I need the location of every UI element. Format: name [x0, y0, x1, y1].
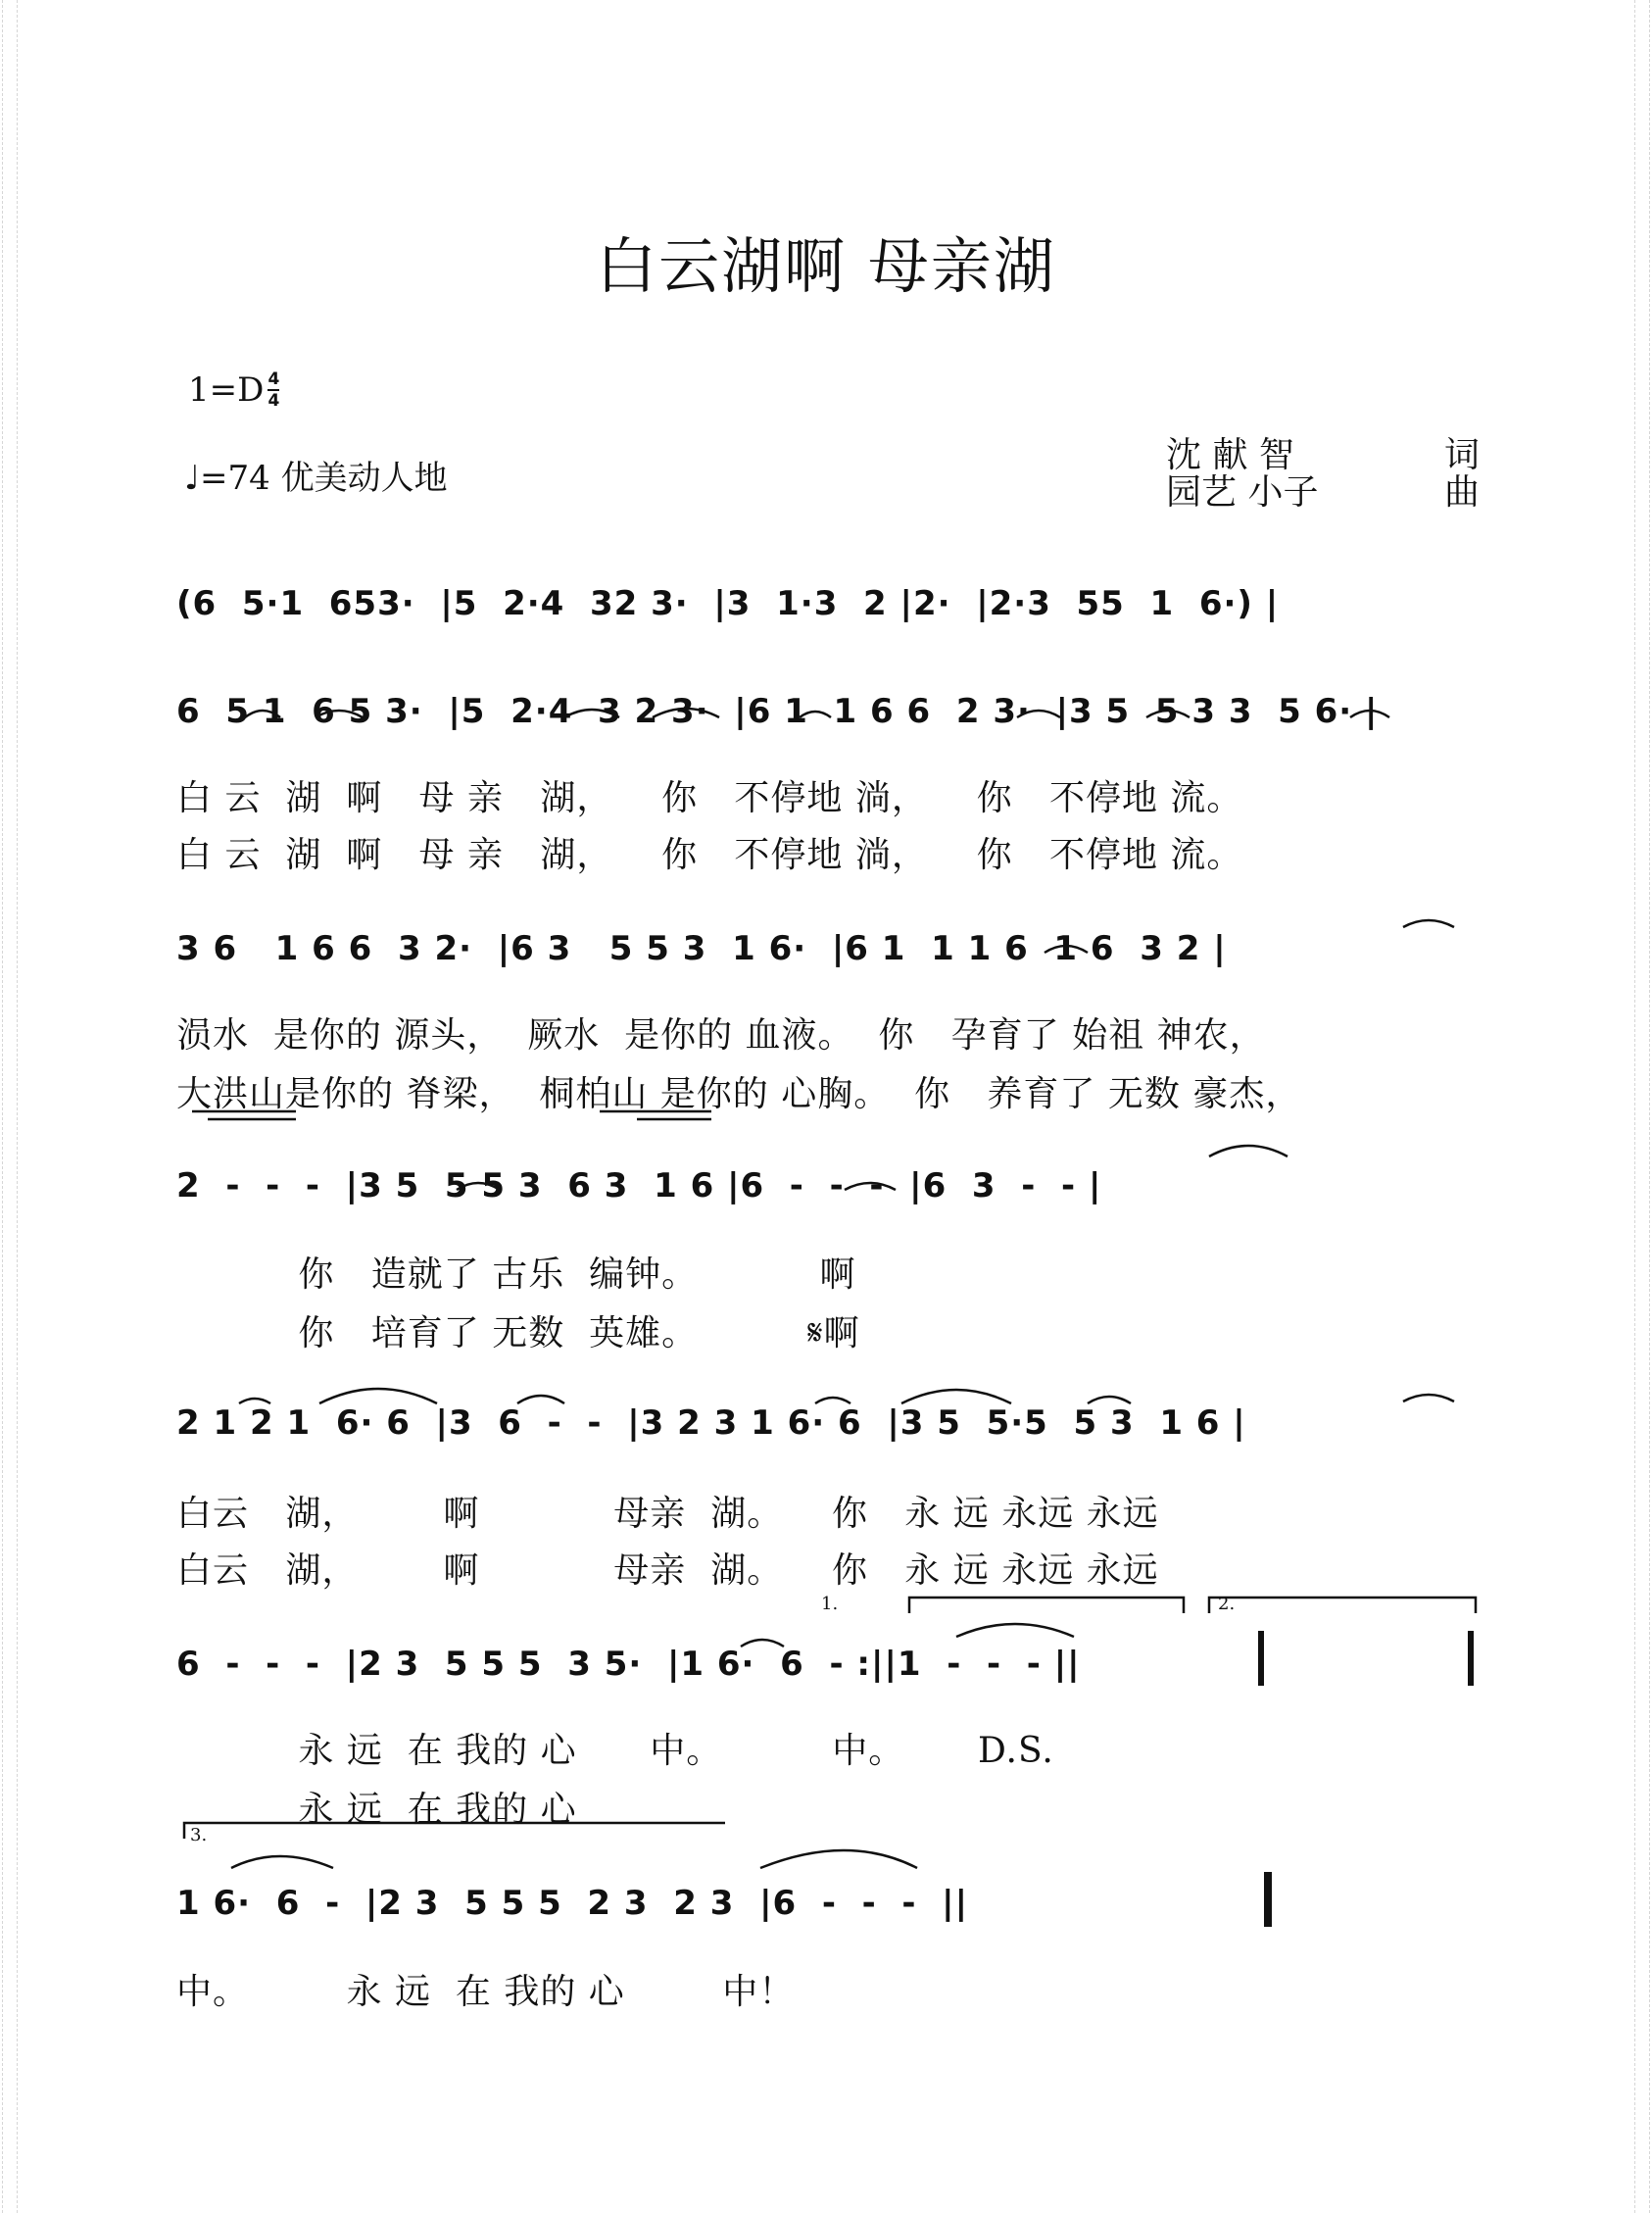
- lyric-line-5b: 白云 湖， 啊 母亲 湖。 你 永 远 永远 永远: [176, 1550, 1159, 1591]
- composer-name: 园艺 小子: [1166, 472, 1319, 513]
- lyricist-role: 词: [1443, 435, 1480, 475]
- lyric-line-7: 中。 永 远 在 我的 心 中！: [176, 1972, 796, 2012]
- time-bottom: 4: [267, 391, 280, 411]
- volta-1-bracket: [909, 1598, 1184, 1613]
- lyric-line-2b: 白 云 湖 啊 母 亲 湖， 你 不停地 淌， 你 不停地 流。: [176, 835, 1243, 875]
- lyric-line-5a: 白云 湖， 啊 母亲 湖。 你 永 远 永远 永远: [176, 1494, 1159, 1534]
- volta-3-label: 3.: [190, 1825, 208, 1845]
- lyric-line-3b: 大洪山是你的 脊梁， 桐柏山 是你的 心胸。 你 养育了 无数 豪杰，: [176, 1074, 1302, 1114]
- volta-1-label: 1.: [821, 1594, 839, 1614]
- notation-line-4: 2 - - - |3 5 5 5 3 6 3 1 6 |6 - - - |6 3 - - |: [176, 1166, 1102, 1205]
- page-margin-left: [2, 0, 18, 2213]
- tempo-marking: ♩=74 优美动人地: [184, 459, 448, 498]
- page-margin-right: [1634, 0, 1650, 2213]
- volta-2-label: 2.: [1218, 1594, 1236, 1614]
- lyric-line-6b: 永 远 在 我的 心: [176, 1790, 577, 1830]
- lyric-line-6a: 永 远 在 我的 心 中。 中。 D.S.: [176, 1731, 1054, 1771]
- time-top: 4: [267, 369, 280, 389]
- volta-2-bracket: [1209, 1598, 1476, 1613]
- notation-line-1: (6 5·1 653· |5 2·4 32 3· |3 1·3 2 |2· |2·3 55 1 6·) |: [176, 584, 1280, 623]
- notation-line-6: 6 - - - |2 3 5 5 5 3 5· |1 6· 6 - :||1 - - - ||: [176, 1645, 1081, 1684]
- lyricist-name: 沈 献 智: [1166, 435, 1294, 475]
- key-label: 1=D: [188, 370, 265, 410]
- composer-role: 曲: [1443, 472, 1480, 513]
- key-signature: [188, 370, 279, 410]
- composer-credit: [1166, 465, 1480, 515]
- notation-line-3: 3 6 1 6 6 3 2· |6 3 5 5 3 1 6· |6 1 1 1 6 1 6 3 2 |: [176, 929, 1227, 968]
- lyric-line-4b: 你 培育了 无数 英雄。 𝄋啊: [176, 1313, 860, 1353]
- lyric-line-2a: 白 云 湖 啊 母 亲 湖， 你 不停地 淌， 你 不停地 流。: [176, 778, 1243, 818]
- notation-line-2: 6 5 1 6 5 3· |5 2·4 3 2 3· |6 1 1 6 6 2 3· |3 5 5 3 3 5 6· |: [176, 692, 1379, 731]
- lyric-line-3a: 涢水 是你的 源头， 厥水 是你的 血液。 你 孕育了 始祖 神农，: [176, 1015, 1266, 1056]
- notation-line-7: 1 6· 6 - |2 3 5 5 5 2 3 2 3 |6 - - - ||: [176, 1884, 969, 1923]
- lyric-line-4a: 你 造就了 古乐 编钟。 啊: [176, 1254, 856, 1295]
- notation-line-5: 2 1 2 1 6· 6 |3 6 - - |3 2 3 1 6· 6 |3 5 5·5 5 3 1 6 |: [176, 1403, 1246, 1443]
- time-signature: [267, 370, 279, 410]
- song-title: 白云湖啊 母亲湖: [596, 230, 1056, 302]
